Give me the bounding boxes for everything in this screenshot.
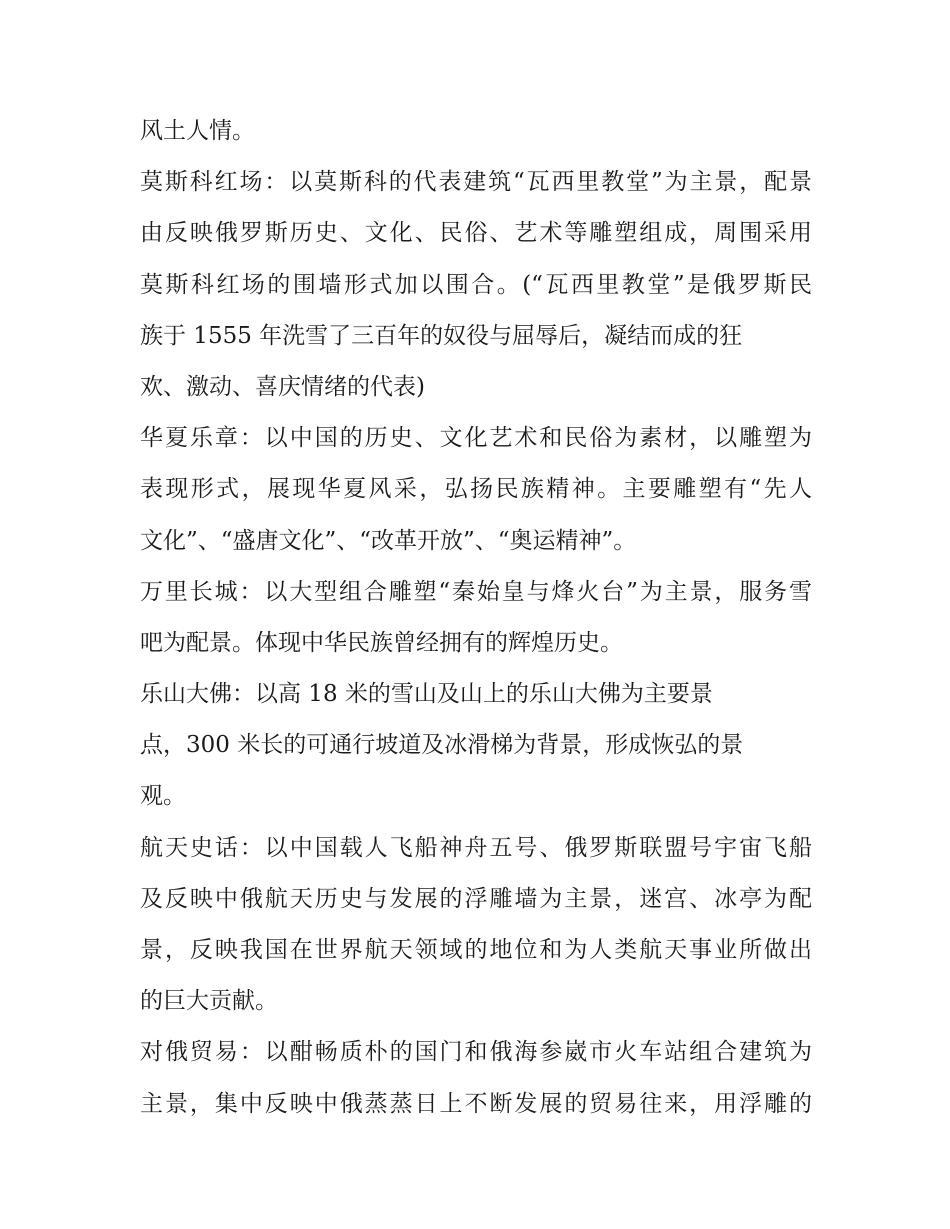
text-line: 莫斯科红场的围墙形式加以围合。(“瓦西里教堂”是俄罗斯民 bbox=[140, 271, 812, 298]
text-line: 景，反映我国在世界航天领域的地位和为人类航天事业所做出 bbox=[140, 937, 812, 963]
text-line: 的巨大贡献。 bbox=[140, 988, 278, 1015]
text-line: 观。 bbox=[140, 783, 186, 810]
text-line: 吧为配景。体现中华民族曾经拥有的辉煌历史。 bbox=[140, 629, 623, 656]
text-line: 航天史话：以中国载人飞船神舟五号、俄罗斯联盟号宇宙飞船 bbox=[140, 834, 812, 861]
text-line: 风土人情。 bbox=[140, 118, 255, 144]
text-line: 及反映中俄航天历史与发展的浮雕墙为主景，迷宫、冰亭为配 bbox=[140, 885, 812, 912]
text-line: 点，300 米长的可通行坡道及冰滑梯为背景，形成恢弘的景 bbox=[140, 732, 744, 759]
text-line: 万里长城：以大型组合雕塑“秦始皇与烽火台”为主景，服务雪 bbox=[140, 578, 812, 605]
text-line: 乐山大佛：以高 18 米的雪山及山上的乐山大佛为主要景 bbox=[140, 681, 713, 708]
document-body bbox=[140, 106, 812, 1130]
text-line: 文化”、“盛唐文化”、“改革开放”、“奥运精神”。 bbox=[140, 527, 637, 554]
text-line: 主景，集中反映中俄蒸蒸日上不断发展的贸易往来，用浮雕的 bbox=[140, 1090, 812, 1117]
text-line: 欢、激动、喜庆情绪的代表) bbox=[140, 373, 425, 400]
text-line: 华夏乐章：以中国的历史、文化艺术和民俗为素材，以雕塑为 bbox=[140, 425, 812, 452]
text-line: 族于 1555 年洗雪了三百年的奴役与屈辱后，凝结而成的狂 bbox=[140, 322, 743, 349]
text-line: 莫斯科红场：以莫斯科的代表建筑“瓦西里教堂”为主景，配景 bbox=[140, 169, 812, 196]
text-line: 对俄贸易：以酣畅质朴的国门和俄海参崴市火车站组合建筑为 bbox=[140, 1039, 812, 1066]
text-line: 由反映俄罗斯历史、文化、民俗、艺术等雕塑组成，周围采用 bbox=[140, 220, 812, 247]
text-line: 表现形式，展现华夏风采，弘扬民族精神。主要雕塑有“先人 bbox=[140, 476, 812, 503]
